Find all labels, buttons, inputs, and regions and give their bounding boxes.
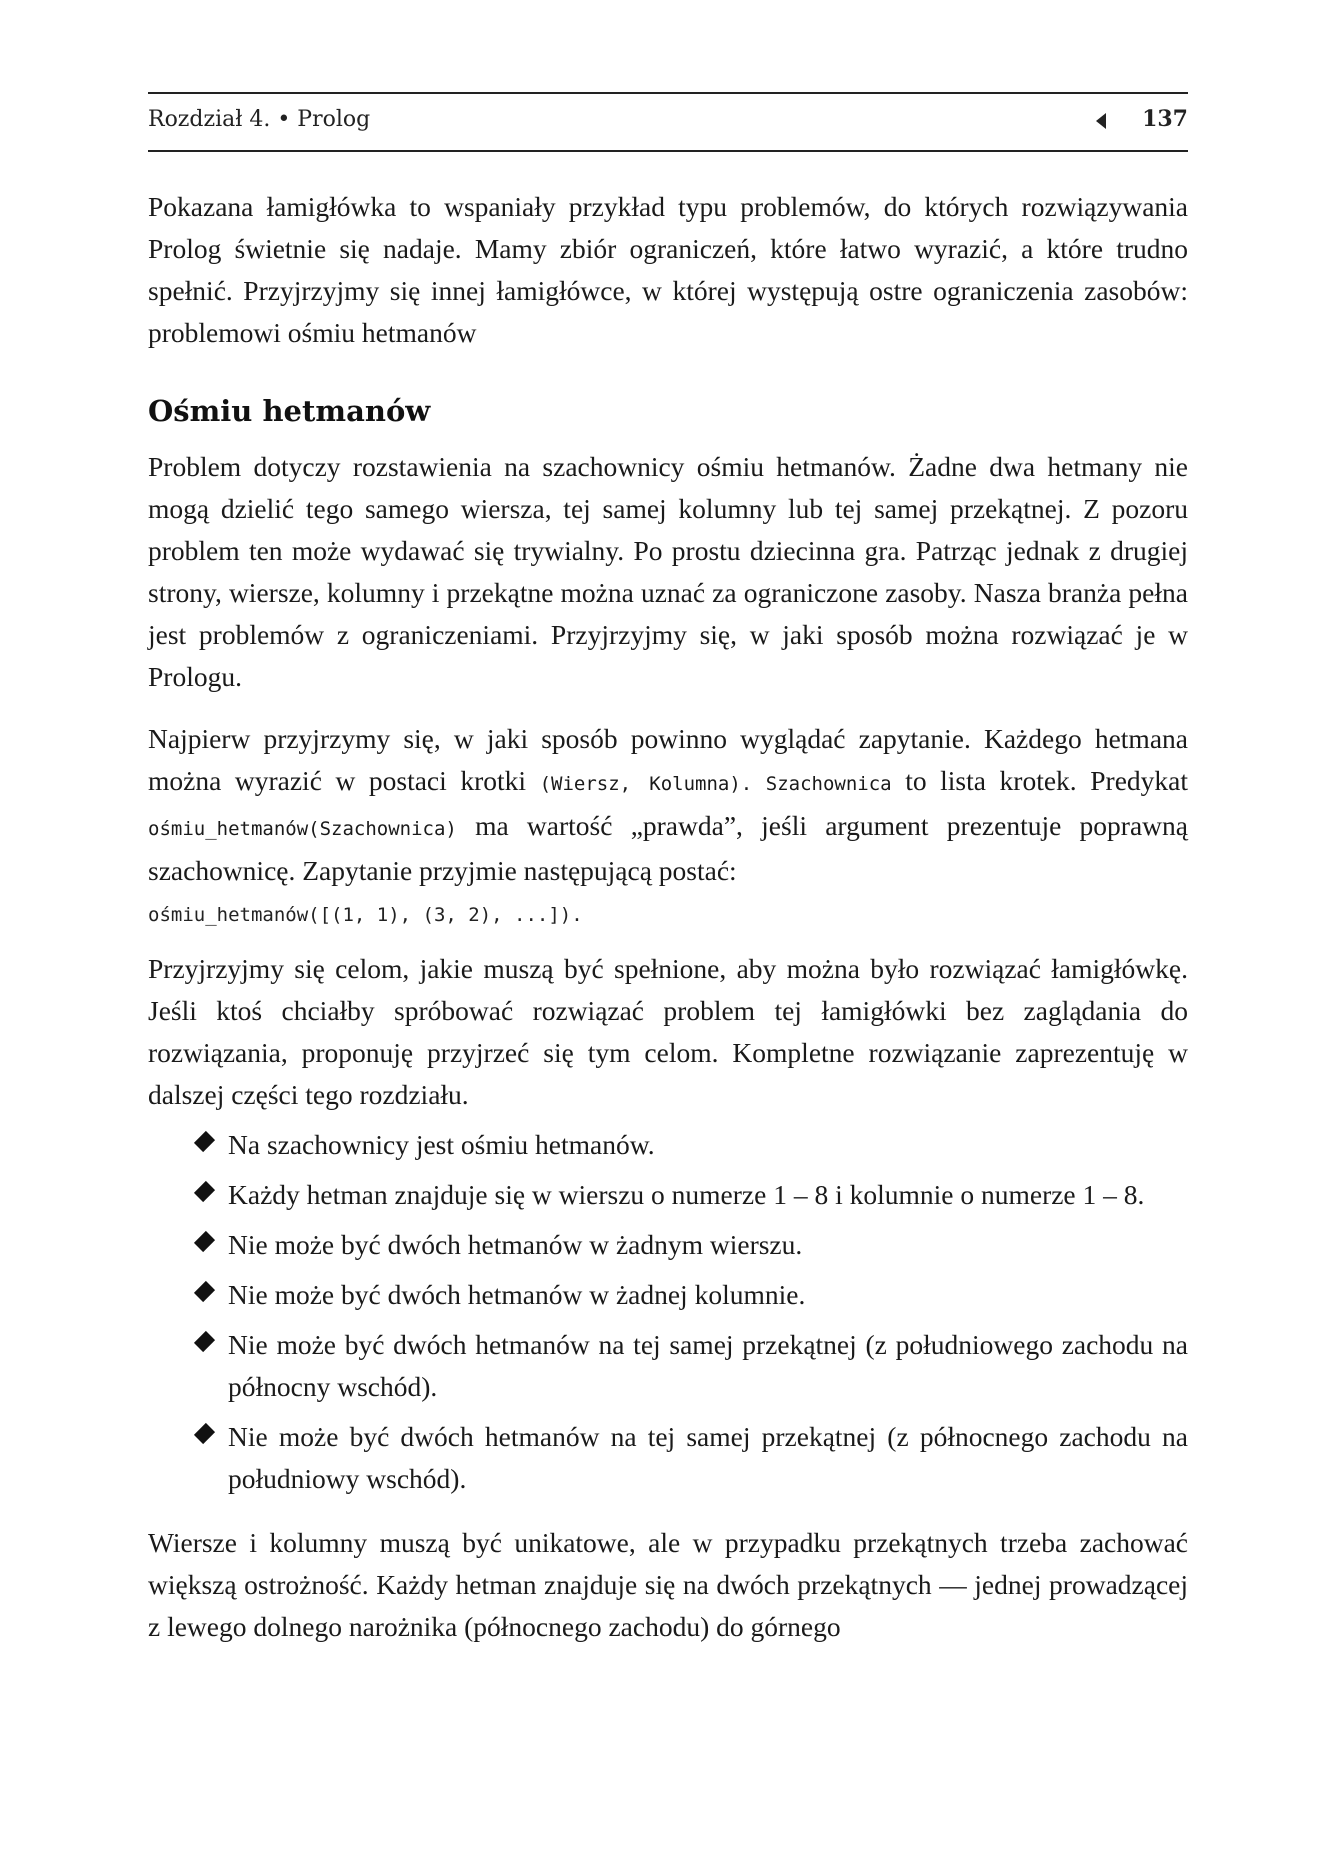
goals-list (148, 1124, 1188, 1500)
query-text-1: Najpierw przyjrzymy się, w jaki sposób powinno wyglądać zapytanie. Każdego hetmana można wyrazić w postaci krotki (148, 723, 1188, 796)
query-paragraph (148, 718, 1188, 892)
list-item (198, 1416, 1188, 1500)
running-header (148, 92, 1188, 152)
query-text-3: to lista krotek. Predykat (891, 765, 1188, 796)
diamond-bullet-icon (194, 1231, 215, 1252)
query-code-example: ośmiu_hetmanów([(1, 1), (3, 2), ...]). (148, 904, 583, 926)
list-item-text: Każdy hetman znajduje się w wierszu o numerze 1 – 8 i kolumnie o numerze 1 – 8. (228, 1179, 1145, 1210)
diamond-bullet-icon (194, 1131, 215, 1152)
problem-paragraph: Problem dotyczy rozstawienia na szachownicy ośmiu hetmanów. Żadne dwa hetmany nie mogą dzielić tego samego wiersza, tej samej kolumny lub tej samej przekątnej. Z pozoru problem ten może wydawać się trywialny. Po prostu dziecinna gra. Patrząc jednak z drugiej strony, wiersze, kolumny i przekątne można uznać za ograniczone zasoby. Nasza branża pełna jest problemów z ograniczeniami. Przyjrzyjmy się, w jaki sposób można rozwiązać je w Prologu. (148, 451, 1188, 692)
predicate-code: ośmiu_hetmanów(Szachownica) (148, 818, 457, 840)
book-page (148, 92, 1188, 1648)
chapter-title: Rozdział 4. • Prolog (148, 107, 371, 132)
left-triangle-icon (1096, 113, 1106, 129)
query-text-4: ma wartość „prawda”, jeśli argument prezentuje poprawną szachownicę. Zapytanie przyjmie następującą postać: (148, 810, 1188, 886)
list-item-text: Nie może być dwóch hetmanów w żadnym wierszu. (228, 1229, 803, 1260)
intro-paragraph: Pokazana łamigłówka to wspaniały przykład typu problemów, do których rozwiązywania Prolog świetnie się nadaje. Mamy zbiór ograniczeń, które łatwo wyrazić, a które trudno spełnić. Przyjrzyjmy się innej łamigłówce, w której występują ostre ograniczenia zasobów: problemowi ośmiu hetmanów (148, 191, 1188, 348)
list-item (198, 1324, 1188, 1408)
diamond-bullet-icon (194, 1331, 215, 1352)
tuple-code: (Wiersz, Kolumna). (539, 773, 753, 795)
diamond-bullet-icon (194, 1181, 215, 1202)
list-item (198, 1224, 1188, 1266)
list-item-text: Nie może być dwóch hetmanów na tej samej przekątnej (z południowego zachodu na północny wschód). (228, 1329, 1188, 1402)
query-text-2 (752, 765, 766, 796)
page-number: 137 (1142, 106, 1188, 132)
list-item-text: Nie może być dwóch hetmanów na tej samej przekątnej (z północnego zachodu na południowy wschód). (228, 1421, 1188, 1494)
diamond-bullet-icon (194, 1281, 215, 1302)
list-item (198, 1124, 1188, 1166)
goals-paragraph: Przyjrzyjmy się celom, jakie muszą być spełnione, aby można było rozwiązać łamigłówkę. Jeśli ktoś chciałby spróbować rozwiązać problem tej łamigłówki bez zaglądania do rozwiązania, proponuję przyjrzeć się tym celom. Kompletne rozwiązanie zaprezentuję w dalszej części tego rozdziału. (148, 953, 1188, 1110)
list-item (198, 1174, 1188, 1216)
diamond-bullet-icon (194, 1423, 215, 1444)
diagonals-paragraph: Wiersze i kolumny muszą być unikatowe, ale w przypadku przekątnych trzeba zachować większą ostrożność. Każdy hetman znajduje się na dwóch przekątnych — jednej prowadzącej z lewego dolnego narożnika (północnego zachodu) do górnego (148, 1527, 1188, 1642)
board-code: Szachownica (765, 773, 892, 795)
list-item-text: Nie może być dwóch hetmanów w żadnej kolumnie. (228, 1279, 806, 1310)
list-item (198, 1274, 1188, 1316)
section-heading: Ośmiu hetmanów (148, 394, 431, 428)
list-item-text: Na szachownicy jest ośmiu hetmanów. (228, 1129, 655, 1160)
